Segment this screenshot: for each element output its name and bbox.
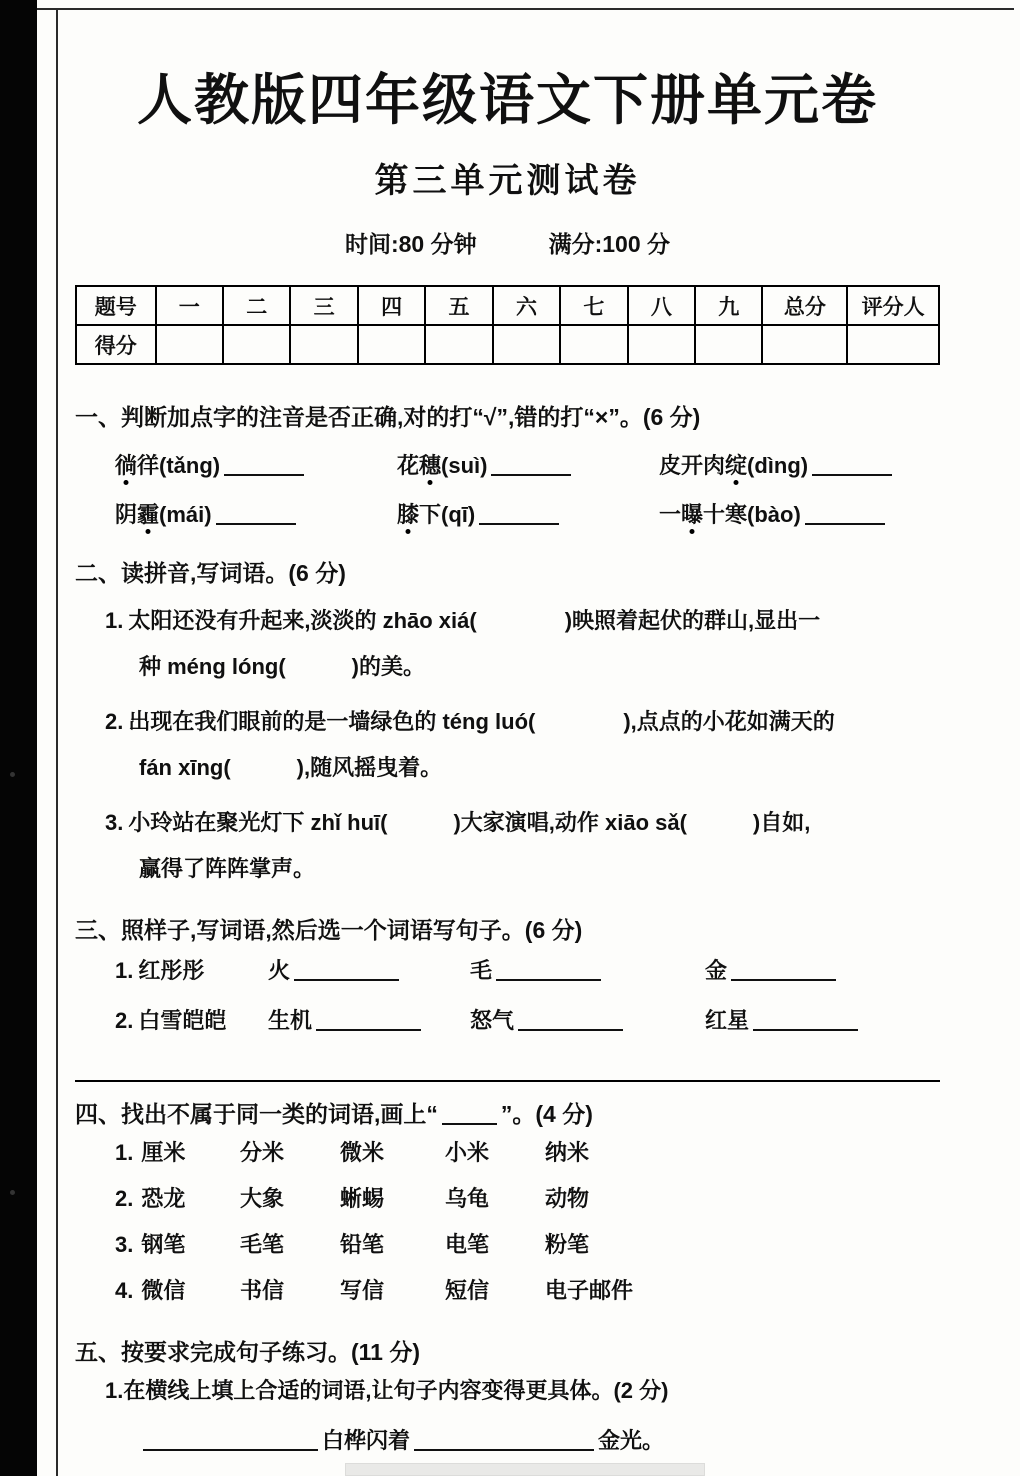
- question-line: [75, 598, 940, 644]
- pattern-blank-group: [470, 946, 705, 996]
- word-stem: 毛: [470, 958, 493, 983]
- word-cell: [115, 1130, 240, 1176]
- section1-heading: 一、判断加点字的注音是否正确,对的打“√”,错的打“×”。(6 分): [75, 404, 701, 430]
- word-stem: 怒气: [470, 1008, 515, 1033]
- word-choice-row: [115, 1130, 940, 1176]
- pinyin-item: [659, 499, 940, 531]
- word[interactable]: 纳米: [545, 1140, 590, 1165]
- section3-heading: 三、照样子,写词语,然后选一个词语写句子。(6 分): [75, 917, 583, 943]
- answer-blank[interactable]: [294, 962, 399, 981]
- dotted-char: 徜: [115, 453, 138, 478]
- answer-blank[interactable]: [496, 962, 601, 981]
- pattern-blank-group: [705, 996, 940, 1046]
- question-number: 2.: [105, 709, 124, 734]
- score-input-cell[interactable]: [560, 325, 627, 364]
- word[interactable]: 钢笔: [141, 1232, 186, 1257]
- score-input-cell[interactable]: [290, 325, 357, 364]
- question-text: 出现在我们眼前的是一墙绿色的 téng luó( ),点点的小花如满天的: [128, 709, 835, 734]
- score-table-cell: 二: [223, 286, 290, 325]
- word[interactable]: 铅笔: [340, 1232, 385, 1257]
- word[interactable]: 书信: [240, 1278, 285, 1303]
- answer-blank[interactable]: [812, 457, 892, 476]
- score-table-score-row: [76, 325, 939, 364]
- question-item: [75, 598, 940, 690]
- word-choice-row: [115, 1176, 940, 1222]
- answer-blank[interactable]: [216, 506, 296, 525]
- score-row-label: 得分: [76, 325, 156, 364]
- question-line: [75, 699, 940, 745]
- word-choice-row: [115, 1268, 940, 1314]
- word-cell: [115, 1222, 240, 1268]
- section-divider-line: [75, 1080, 940, 1082]
- word-pattern-row: [115, 996, 940, 1046]
- full-score-label: 满分:100 分: [548, 231, 671, 257]
- word-cell: [115, 1268, 240, 1314]
- pattern-blank-group: [705, 946, 940, 996]
- heading-text: 四、找出不属于同一类的词语,画上“: [75, 1101, 438, 1127]
- score-table-cell: 九: [695, 286, 762, 325]
- pinyin-item-pre: 一: [659, 502, 682, 527]
- score-input-cell[interactable]: [762, 325, 847, 364]
- exam-info: [75, 226, 940, 259]
- example-word: 白雪皑皑: [138, 1008, 227, 1033]
- pinyin-item-post: (suì): [441, 453, 488, 478]
- question-number: 3.: [105, 810, 124, 835]
- score-table-cell: 八: [628, 286, 695, 325]
- pinyin-item: [115, 450, 397, 482]
- question-number: 1.: [115, 1140, 134, 1165]
- pinyin-item-pre: 花: [397, 453, 420, 478]
- section1-row-2: [115, 499, 940, 531]
- word-choice-row: [115, 1222, 940, 1268]
- dotted-char: 霾: [137, 502, 160, 527]
- question-line: 1.在横线上填上合适的词语,让句子内容变得更具体。(2 分): [105, 1378, 669, 1403]
- score-input-cell[interactable]: [628, 325, 695, 364]
- score-table-cell: 七: [560, 286, 627, 325]
- word-stem: 生机: [268, 1008, 313, 1033]
- question-line: 赢得了阵阵掌声。: [139, 856, 316, 881]
- fill-in-sentence: [139, 1418, 940, 1464]
- word[interactable]: 乌龟: [445, 1186, 490, 1211]
- score-input-cell[interactable]: [847, 325, 939, 364]
- score-input-cell[interactable]: [425, 325, 492, 364]
- pattern-example: [115, 946, 268, 996]
- question-number: 1.: [105, 608, 124, 633]
- pinyin-item: [397, 450, 659, 482]
- score-table-cell: 三: [290, 286, 357, 325]
- scan-edge-bar: [0, 0, 37, 1476]
- test-paper: [58, 10, 1010, 1476]
- pinyin-item-pre: 阴: [115, 502, 138, 527]
- dotted-char: 膝: [397, 502, 420, 527]
- score-table: [75, 285, 940, 365]
- word[interactable]: 写信: [340, 1278, 385, 1303]
- score-input-cell[interactable]: [493, 325, 560, 364]
- sentence-text: 金光。: [598, 1428, 665, 1453]
- answer-blank[interactable]: [479, 506, 559, 525]
- word-stem: 金: [705, 958, 728, 983]
- answer-blank[interactable]: [753, 1012, 858, 1031]
- score-table-cell: 评分人: [847, 286, 939, 325]
- dotted-char: 穗: [419, 453, 442, 478]
- question-line: fán xīng( ),随风摇曳着。: [139, 755, 443, 780]
- word[interactable]: 大象: [240, 1186, 285, 1211]
- question-text: 小玲站在聚光灯下 zhǐ huī( )大家演唱,动作 xiāo sǎ( )自如,: [128, 810, 811, 835]
- score-table-cell: 六: [493, 286, 560, 325]
- word[interactable]: 厘米: [141, 1140, 186, 1165]
- dotted-char: 绽: [725, 453, 748, 478]
- score-table-cell: 一: [156, 286, 223, 325]
- heading-inline-blank: [442, 1106, 497, 1125]
- question-number: 2.: [115, 1008, 134, 1033]
- section1-row-1: [115, 450, 940, 482]
- question-number: 1.: [115, 958, 134, 983]
- answer-blank[interactable]: [143, 1432, 318, 1451]
- score-table-cell: 题号: [76, 286, 156, 325]
- score-input-cell[interactable]: [358, 325, 425, 364]
- section5-heading: 五、按要求完成句子练习。(11 分): [75, 1339, 421, 1365]
- example-word: 红彤彤: [138, 958, 205, 983]
- answer-blank[interactable]: [414, 1432, 594, 1451]
- pattern-example: [115, 996, 268, 1046]
- dotted-char: 曝: [681, 502, 704, 527]
- answer-blank[interactable]: [731, 962, 836, 981]
- answer-blank[interactable]: [491, 457, 571, 476]
- scan-speck: [10, 1190, 15, 1195]
- word[interactable]: 动物: [545, 1186, 590, 1211]
- question-item: [75, 800, 940, 892]
- score-table-header-row: [76, 286, 939, 325]
- answer-blank[interactable]: [224, 457, 304, 476]
- pinyin-item-post: 徉(tǎng): [137, 453, 221, 478]
- heading-text: ”。(4 分): [500, 1101, 593, 1127]
- score-table-cell: 五: [425, 286, 492, 325]
- score-table-cell: 四: [358, 286, 425, 325]
- time-limit-label: 时间:80 分钟: [344, 231, 477, 257]
- page-title: 人教版四年级语文下册单元卷: [136, 69, 878, 131]
- question-line: [75, 800, 940, 846]
- word-pattern-row: [115, 946, 940, 996]
- pinyin-item-post: 十寒(bào): [703, 502, 801, 527]
- pinyin-item-post: (dìng): [747, 453, 809, 478]
- word[interactable]: 电笔: [445, 1232, 490, 1257]
- score-input-cell[interactable]: [156, 325, 223, 364]
- pinyin-item-post: 下(qī): [419, 502, 476, 527]
- pattern-blank-group: [268, 996, 470, 1046]
- word-cell: [115, 1176, 240, 1222]
- word[interactable]: 粉笔: [545, 1232, 590, 1257]
- next-page-edge: [345, 1463, 705, 1476]
- question-number: 2.: [115, 1186, 134, 1211]
- answer-blank[interactable]: [316, 1012, 421, 1031]
- word-stem: 红星: [705, 1008, 750, 1033]
- question-text: 太阳还没有升起来,淡淡的 zhāo xiá( )映照着起伏的群山,显出一: [128, 608, 821, 633]
- answer-blank[interactable]: [805, 506, 885, 525]
- question-item: [75, 699, 940, 791]
- word[interactable]: 微米: [340, 1140, 385, 1165]
- page-subtitle: 第三单元测试卷: [374, 162, 641, 200]
- scan-speck: [10, 772, 15, 777]
- score-input-cell[interactable]: [223, 325, 290, 364]
- pinyin-item-pre: 皮开肉: [659, 453, 726, 478]
- pattern-blank-group: [268, 946, 470, 996]
- section2-heading: 二、读拼音,写词语。(6 分): [75, 560, 346, 586]
- pinyin-item: [115, 499, 397, 531]
- word[interactable]: 电子邮件: [545, 1278, 634, 1303]
- section4-heading: [75, 1098, 940, 1130]
- pattern-blank-group: [470, 996, 705, 1046]
- word[interactable]: 蜥蜴: [340, 1186, 385, 1211]
- question-number: 3.: [115, 1232, 134, 1257]
- word[interactable]: 短信: [445, 1278, 490, 1303]
- word[interactable]: 毛笔: [240, 1232, 285, 1257]
- word[interactable]: 小米: [445, 1140, 490, 1165]
- score-table-cell: 总分: [762, 286, 847, 325]
- word[interactable]: 分米: [240, 1140, 285, 1165]
- question-line: 种 méng lóng( )的美。: [139, 654, 425, 679]
- score-input-cell[interactable]: [695, 325, 762, 364]
- pinyin-item: [659, 450, 940, 482]
- pinyin-item: [397, 499, 659, 531]
- sentence-text: 白桦闪着: [322, 1428, 411, 1453]
- word-stem: 火: [268, 958, 291, 983]
- word[interactable]: 微信: [141, 1278, 186, 1303]
- question-number: 4.: [115, 1278, 134, 1303]
- answer-blank[interactable]: [518, 1012, 623, 1031]
- pinyin-item-post: (mái): [159, 502, 212, 527]
- word[interactable]: 恐龙: [141, 1186, 186, 1211]
